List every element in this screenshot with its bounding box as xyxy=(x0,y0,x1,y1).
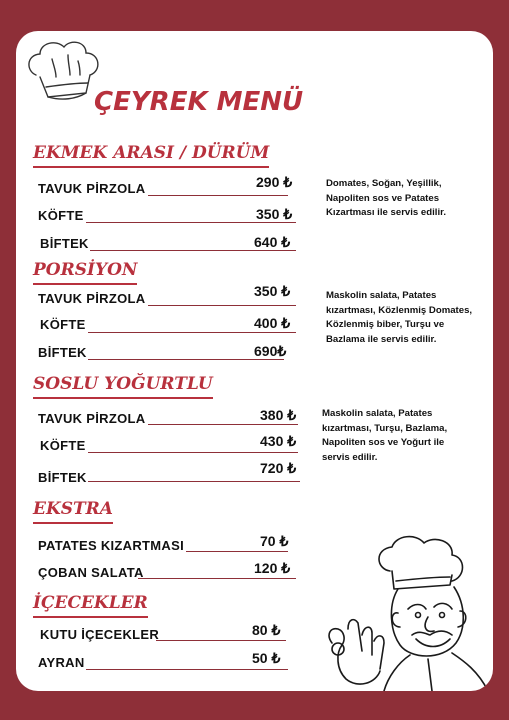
item-name: BİFTEK xyxy=(38,470,87,485)
item-price: 350 ₺ xyxy=(256,206,293,222)
item-name: KÖFTE xyxy=(40,438,86,453)
leader-line xyxy=(148,305,296,306)
item-price: 290 ₺ xyxy=(256,174,293,190)
item-name: PATATES KIZARTMASI xyxy=(38,538,184,553)
section-note: Maskolin salata, Patates kızartması, Közlenmiş Domates, Közlenmiş biber, Turşu ve Bazlama ile servis edilir. xyxy=(326,290,473,345)
section-note: Domates, Soğan, Yeşillik, Napoliten sos ve Patates Kızartması ile servis edilir. xyxy=(326,178,446,218)
leader-line xyxy=(156,640,286,641)
leader-line xyxy=(88,452,298,453)
section-heading-icecekler: İÇECEKLER xyxy=(33,593,148,618)
section-note: Maskolin salata, Patates kızartması, Turşu, Bazlama, Napoliten sos ve Yoğurt ile servis edilir. xyxy=(322,408,448,463)
item-price: 720 ₺ xyxy=(260,460,297,476)
section-heading-soslu-yogurtlu: SOSLU YOĞURTLU xyxy=(33,374,213,399)
leader-line xyxy=(88,332,296,333)
item-price: 350 ₺ xyxy=(254,283,291,299)
item-price: 120 ₺ xyxy=(254,560,291,576)
item-name: ÇOBAN SALATA xyxy=(38,565,144,580)
section-heading-porsiyon: PORSİYON xyxy=(33,260,137,285)
item-name: TAVUK PİRZOLA xyxy=(38,181,146,196)
page-title: ÇEYREK MENÜ xyxy=(94,87,304,117)
leader-line xyxy=(88,481,300,482)
leader-line xyxy=(138,578,296,579)
section-heading-ekmek-arasi: EKMEK ARASI / DÜRÜM xyxy=(33,143,269,168)
section-heading-ekstra: EKSTRA xyxy=(33,499,113,524)
chef-character-icon xyxy=(318,531,493,691)
item-price: 50 ₺ xyxy=(252,650,281,666)
item-name: KÖFTE xyxy=(40,317,86,332)
leader-line xyxy=(86,669,288,670)
item-name: BİFTEK xyxy=(38,345,87,360)
item-price: 640 ₺ xyxy=(254,234,291,250)
leader-line xyxy=(148,195,288,196)
item-name: BİFTEK xyxy=(40,236,89,251)
leader-line xyxy=(186,551,288,552)
item-price: 80 ₺ xyxy=(252,622,281,638)
leader-line xyxy=(148,424,298,425)
item-price: 380 ₺ xyxy=(260,407,297,423)
menu-card xyxy=(16,31,493,691)
item-price: 690₺ xyxy=(254,343,287,359)
item-name: KÖFTE xyxy=(38,208,84,223)
item-price: 70 ₺ xyxy=(260,533,289,549)
item-name: TAVUK PİRZOLA xyxy=(38,411,146,426)
item-name: TAVUK PİRZOLA xyxy=(38,291,146,306)
item-name: AYRAN xyxy=(38,655,85,670)
item-price: 430 ₺ xyxy=(260,433,297,449)
item-name: KUTU İÇECEKLER xyxy=(40,627,160,642)
item-price: 400 ₺ xyxy=(254,315,291,331)
